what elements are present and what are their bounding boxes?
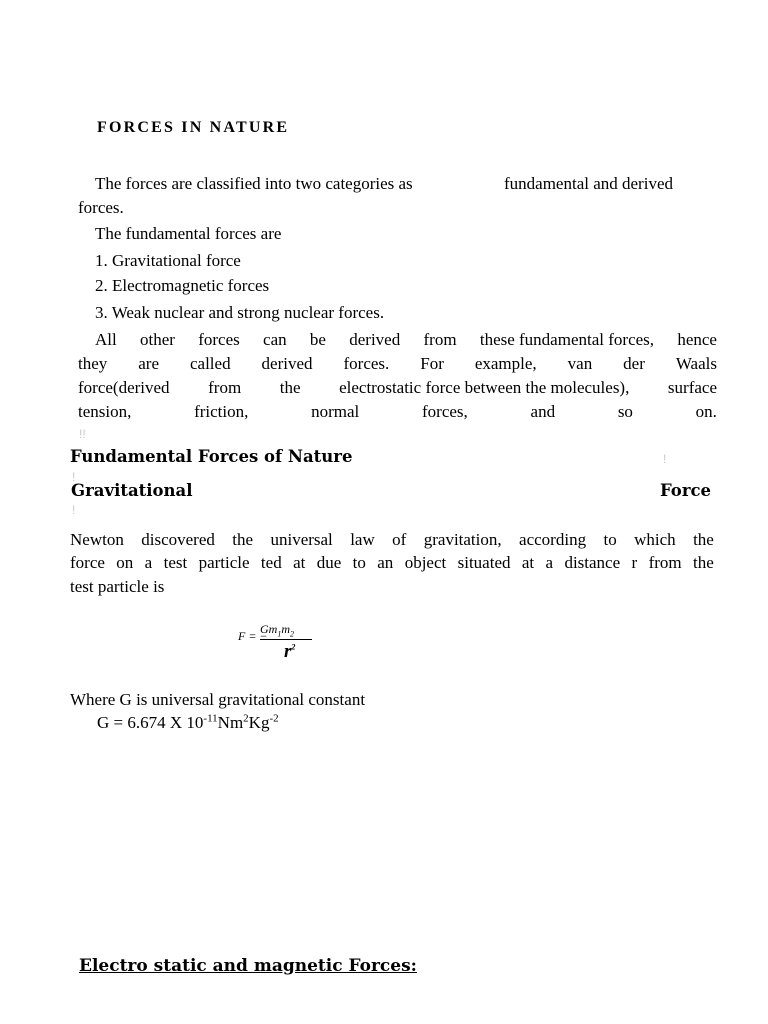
word: force(derived (78, 378, 170, 397)
word: at (293, 553, 306, 572)
word: derived (261, 354, 313, 373)
word: forces (198, 330, 240, 349)
word: der (623, 354, 645, 373)
derived-line-3 (78, 376, 717, 400)
word: the (232, 530, 254, 549)
word: the (693, 530, 714, 549)
word: the (693, 553, 714, 572)
section-title: Fundamental Forces of Nature (70, 447, 353, 466)
marker-3: ! (72, 470, 76, 484)
word: test (163, 553, 188, 572)
word: van (567, 354, 593, 373)
word: a (144, 553, 153, 572)
word: law (350, 530, 375, 549)
word: which (634, 530, 676, 549)
list-item-2: 2. Electromagnetic forces (95, 276, 270, 295)
word: situated (457, 553, 511, 572)
subsection-right: Force (660, 481, 712, 500)
word: gravitation, (423, 530, 502, 549)
word: the (279, 378, 301, 397)
list-item-1: 1. Gravitational force (95, 251, 241, 270)
intro-line-2: forces. (78, 198, 124, 217)
word: due (316, 553, 342, 572)
word: hence (677, 330, 717, 349)
word: tension, (78, 402, 132, 421)
word: called (189, 354, 231, 373)
word: friction, (194, 402, 249, 421)
newton-line-3: test particle is (70, 577, 165, 596)
constant-line: Where G is universal gravitational constant (70, 690, 366, 709)
word: r (631, 553, 638, 572)
word: surface (667, 378, 717, 397)
word: from (423, 330, 457, 349)
derived-line-4 (78, 400, 717, 424)
formula-lhs: F = − (238, 629, 268, 643)
bottom-heading: Electro static and magnetic Forces: (79, 956, 417, 976)
word: derived (349, 330, 401, 349)
word: these fundamental forces, (479, 330, 655, 349)
gravitation-formula (238, 622, 328, 668)
word: universal (270, 530, 333, 549)
word: distance (564, 553, 621, 572)
formula-denominator: $r^2$ (284, 641, 296, 662)
page-heading: FORCES IN NATURE (97, 119, 290, 136)
word: according (519, 530, 587, 549)
word: be (309, 330, 326, 349)
formula-numerator: $Gm_1m_2$ (260, 622, 295, 639)
word: they (78, 354, 108, 373)
word: For (420, 354, 444, 373)
word: at (521, 553, 535, 572)
word: ted (260, 553, 282, 572)
word: particle (198, 553, 250, 572)
word: on (116, 553, 134, 572)
word: All (95, 330, 117, 349)
word: so (617, 402, 633, 421)
word: to (603, 530, 617, 549)
intro-line-3: The fundamental forces are (95, 224, 282, 243)
intro-line-1a: The forces are classified into two categories as (95, 174, 413, 193)
word: an (377, 553, 394, 572)
word: a (545, 553, 554, 572)
marker-1: !! (79, 427, 86, 441)
word: Waals (675, 354, 717, 373)
word: example, (474, 354, 537, 373)
word: force (70, 553, 105, 572)
fraction-bar (260, 639, 312, 640)
marker-4: ! (72, 503, 76, 517)
word: forces. (343, 354, 390, 373)
newton-line-1 (70, 528, 714, 552)
word: are (138, 354, 160, 373)
list-item-3: 3. Weak nuclear and strong nuclear forces. (95, 303, 385, 322)
word: and (530, 402, 556, 421)
derived-line-2 (78, 352, 717, 376)
intro-line-1b: fundamental and derived (504, 174, 673, 193)
word: electrostatic force between the molecules), (339, 378, 630, 397)
word: Newton (70, 530, 124, 549)
word: to (352, 553, 366, 572)
constant-value: G = 6.674 X $10^{-11}Nm^2Kg^{-2}$ (97, 712, 279, 732)
word: object (404, 553, 447, 572)
word: on. (695, 402, 717, 421)
word: forces, (422, 402, 468, 421)
word: other (140, 330, 175, 349)
marker-2: ! (663, 452, 667, 466)
word: from (648, 553, 682, 572)
word: can (263, 330, 287, 349)
derived-line-1 (95, 328, 717, 352)
word: discovered (141, 530, 215, 549)
word: from (208, 378, 242, 397)
word: of (392, 530, 407, 549)
newton-line-2 (70, 551, 714, 575)
subsection-left: Gravitational (71, 481, 193, 500)
word: normal (311, 402, 360, 421)
